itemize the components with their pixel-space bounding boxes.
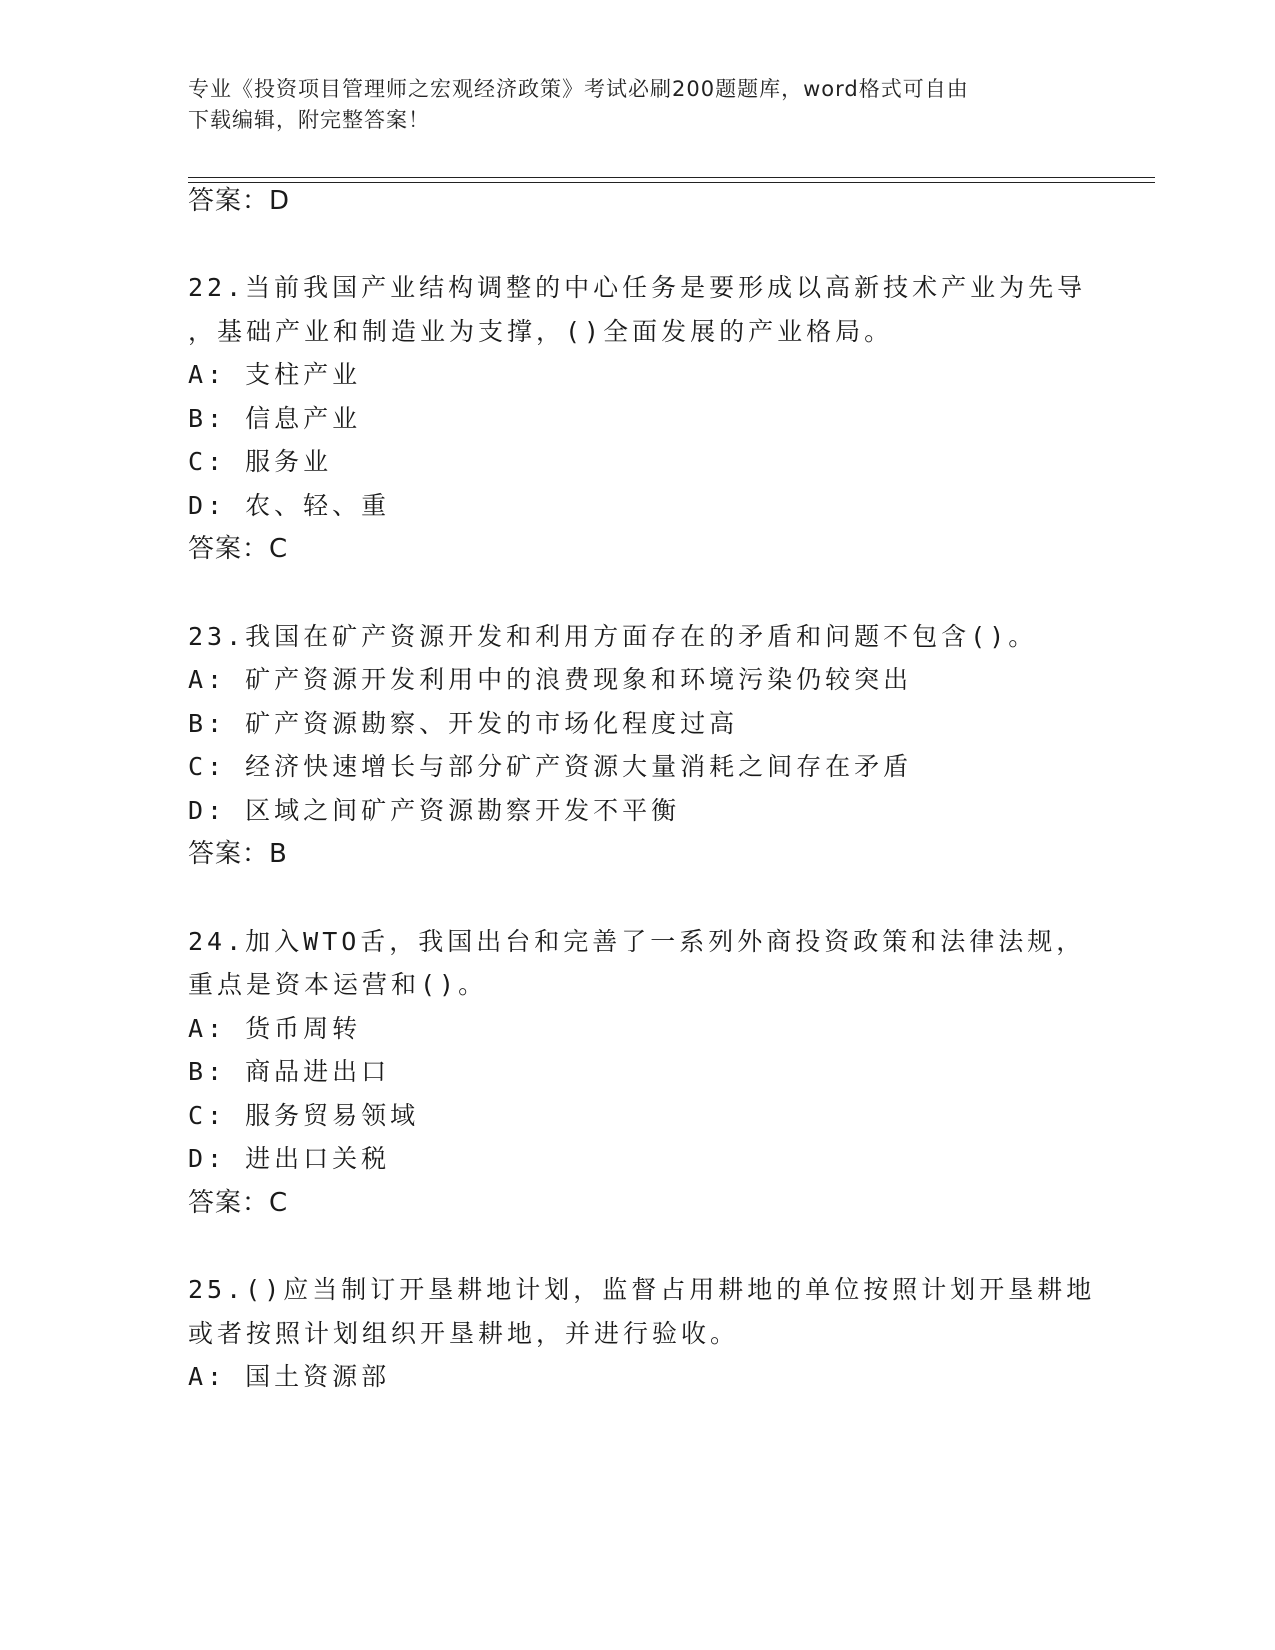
header-divider-bottom: [188, 182, 1155, 183]
question-23-option-c: C: 经济快速增长与部分矿产资源大量消耗之间存在矛盾: [188, 752, 913, 781]
question-23-option-d: D: 区域之间矿产资源勘察开发不平衡: [188, 796, 681, 825]
header-divider-top: [188, 177, 1155, 178]
question-24-option-b: B: 商品进出口: [188, 1057, 391, 1086]
question-25-line-2: 或者按照计划组织开垦耕地，并进行验收。: [188, 1319, 740, 1348]
question-22-option-b: B: 信息产业: [188, 404, 362, 433]
header-line-2: 下载编辑，附完整答案！: [188, 108, 430, 132]
question-24-line-2: 重点是资本运营和()。: [188, 970, 488, 999]
question-24-option-a: A: 货币周转: [188, 1014, 362, 1043]
question-23-line-1: 23.我国在矿产资源开发和利用方面存在的矛盾和问题不包含()。: [188, 622, 1038, 651]
question-25-line-1: 25.()应当制订开垦耕地计划，监督占用耕地的单位按照计划开垦耕地: [188, 1275, 1096, 1304]
header-line-1: 专业《投资项目管理师之宏观经济政策》考试必刷200题题库，word格式可自由: [188, 77, 969, 101]
question-24-option-c: C: 服务贸易领域: [188, 1101, 420, 1130]
question-25-option-a: A: 国土资源部: [188, 1362, 391, 1391]
question-22-line-2: ，基础产业和制造业为支撑，()全面发展的产业格局。: [188, 317, 894, 346]
question-22-option-c: C: 服务业: [188, 447, 333, 476]
question-24-option-d: D: 进出口关税: [188, 1144, 391, 1173]
question-23-option-b: B: 矿产资源勘察、开发的市场化程度过高: [188, 709, 739, 738]
question-22-option-a: A: 支柱产业: [188, 360, 362, 389]
answer-21: 答案：D: [188, 186, 291, 216]
answer-23: 答案：B: [188, 839, 288, 869]
question-22-option-d: D: 农、轻、重: [188, 491, 391, 520]
answer-22: 答案：C: [188, 534, 289, 564]
question-23-option-a: A: 矿产资源开发利用中的浪费现象和环境污染仍较突出: [188, 665, 913, 694]
answer-24: 答案：C: [188, 1188, 289, 1218]
question-24-line-1: 24.加入WTO舌，我国出台和完善了一系列外商投资政策和法律法规，: [188, 927, 1086, 956]
document-header: [188, 74, 1088, 136]
question-22-line-1: 22.当前我国产业结构调整的中心任务是要形成以高新技术产业为先导: [188, 273, 1087, 302]
